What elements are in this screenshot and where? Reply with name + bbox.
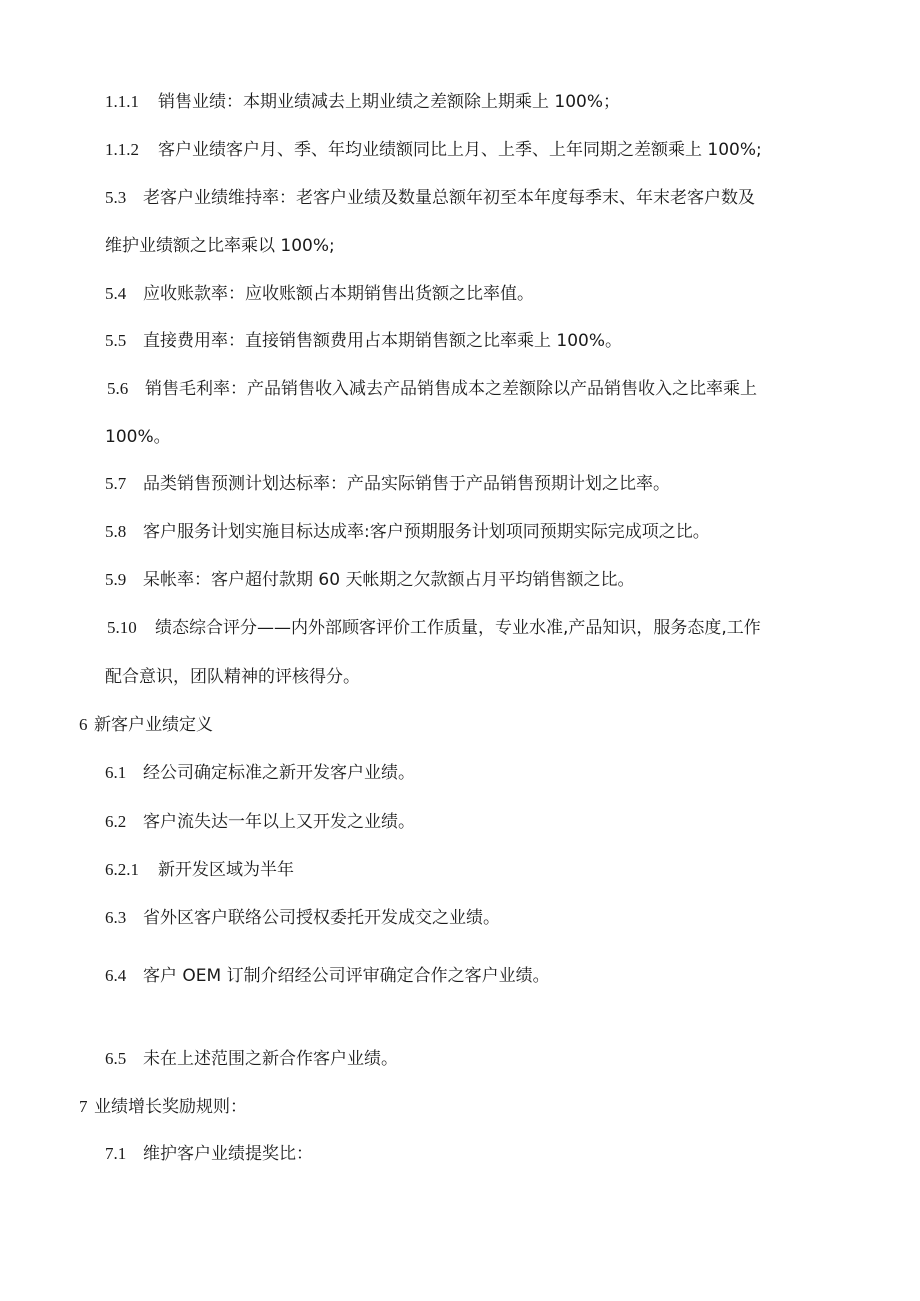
clause-6-2-1: [105, 858, 294, 882]
clause-number: 1.1.2: [105, 140, 139, 159]
clause-number: 5.5: [105, 331, 127, 350]
clause-text: 绩态综合评分——内外部顾客评价工作质量，专业水准,产品知识，服务态度,工作: [155, 618, 761, 638]
clause-number: 6.2.1: [105, 860, 139, 879]
clause-number: 5.4: [105, 284, 127, 303]
clause-text: 维护业绩额之比率乘以 100%;: [105, 236, 335, 256]
clause-text: 未在上述范围之新合作客户业绩。: [143, 1049, 398, 1069]
clause-text: 维护客户业绩提奖比：: [143, 1144, 313, 1164]
clause-5-3: [105, 186, 755, 210]
clause-number: 5.8: [105, 522, 127, 541]
clause-1-1-2: [105, 138, 762, 162]
clause-number: 5.6: [107, 379, 129, 398]
clause-number: 6.4: [105, 966, 127, 985]
clause-number: 6.5: [105, 1049, 127, 1068]
clause-text: 销售毛利率：产品销售收入减去产品销售成本之差额除以产品销售收入之比率乘上: [145, 379, 757, 399]
clause-text: 应收账款率：应收账额占本期销售出货额之比率值。: [143, 284, 534, 304]
clause-text: 呆帐率：客户超付款期 60 天帐期之欠款额占月平均销售额之比。: [143, 570, 635, 590]
clause-text: 直接费用率：直接销售额费用占本期销售额之比率乘上 100%。: [143, 331, 623, 351]
clause-number: 6.3: [105, 908, 127, 927]
clause-6-1: [105, 761, 415, 785]
clause-text: 老客户业绩维持率：老客户业绩及数量总额年初至本年度每季末、年末老客户数及: [143, 188, 755, 208]
section-title: 业绩增长奖励规则：: [94, 1097, 247, 1117]
clause-5-6-continued: [105, 425, 171, 449]
clause-number: 5.9: [105, 570, 127, 589]
clause-number: 6.1: [105, 763, 127, 782]
clause-number: 5.7: [105, 474, 127, 493]
clause-number: 1.1.1: [105, 92, 139, 111]
clause-text: 客户服务计划实施目标达成率:客户预期服务计划项同预期实际完成项之比。: [143, 522, 710, 542]
section-6-heading: [79, 713, 213, 737]
clause-text: 客户业绩客户月、季、年均业绩额同比上月、上季、上年同期之差额乘上 100%;: [158, 140, 762, 160]
clause-5-5: [105, 329, 622, 353]
clause-number: 6.2: [105, 812, 127, 831]
clause-text: 配合意识，团队精神的评核得分。: [105, 667, 360, 687]
clause-text: 客户流失达一年以上又开发之业绩。: [143, 812, 415, 832]
clause-6-4: [105, 964, 550, 988]
clause-5-3-continued: [105, 234, 335, 258]
clause-5-10-continued: [105, 665, 360, 689]
clause-text: 省外区客户联络公司授权委托开发成交之业绩。: [143, 908, 500, 928]
clause-6-2: [105, 810, 415, 834]
clause-text: 品类销售预测计划达标率：产品实际销售于产品销售预期计划之比率。: [143, 474, 670, 494]
clause-number: 5.3: [105, 188, 127, 207]
clause-5-4: [105, 282, 534, 306]
clause-text: 销售业绩：本期业绩减去上期业绩之差额除上期乘上 100%；: [158, 92, 621, 112]
clause-text: 经公司确定标准之新开发客户业绩。: [143, 763, 415, 783]
clause-5-6: [107, 377, 757, 401]
clause-5-8: [105, 520, 710, 544]
clause-6-3: [105, 906, 500, 930]
clause-5-10: [107, 616, 761, 640]
clause-1-1-1: [105, 90, 620, 114]
section-number: 6: [79, 715, 88, 734]
section-7-heading: [79, 1095, 247, 1119]
clause-number: 5.10: [107, 618, 137, 637]
clause-6-5: [105, 1047, 398, 1071]
section-number: 7: [79, 1097, 88, 1116]
section-title: 新客户业绩定义: [94, 715, 213, 735]
clause-5-9: [105, 568, 634, 592]
clause-text: 客户 OEM 订制介绍经公司评审确定合作之客户业绩。: [143, 966, 550, 986]
clause-text: 100%。: [105, 427, 171, 447]
clause-7-1: [105, 1142, 313, 1166]
clause-number: 7.1: [105, 1144, 127, 1163]
clause-text: 新开发区域为半年: [158, 860, 294, 880]
clause-5-7: [105, 472, 670, 496]
